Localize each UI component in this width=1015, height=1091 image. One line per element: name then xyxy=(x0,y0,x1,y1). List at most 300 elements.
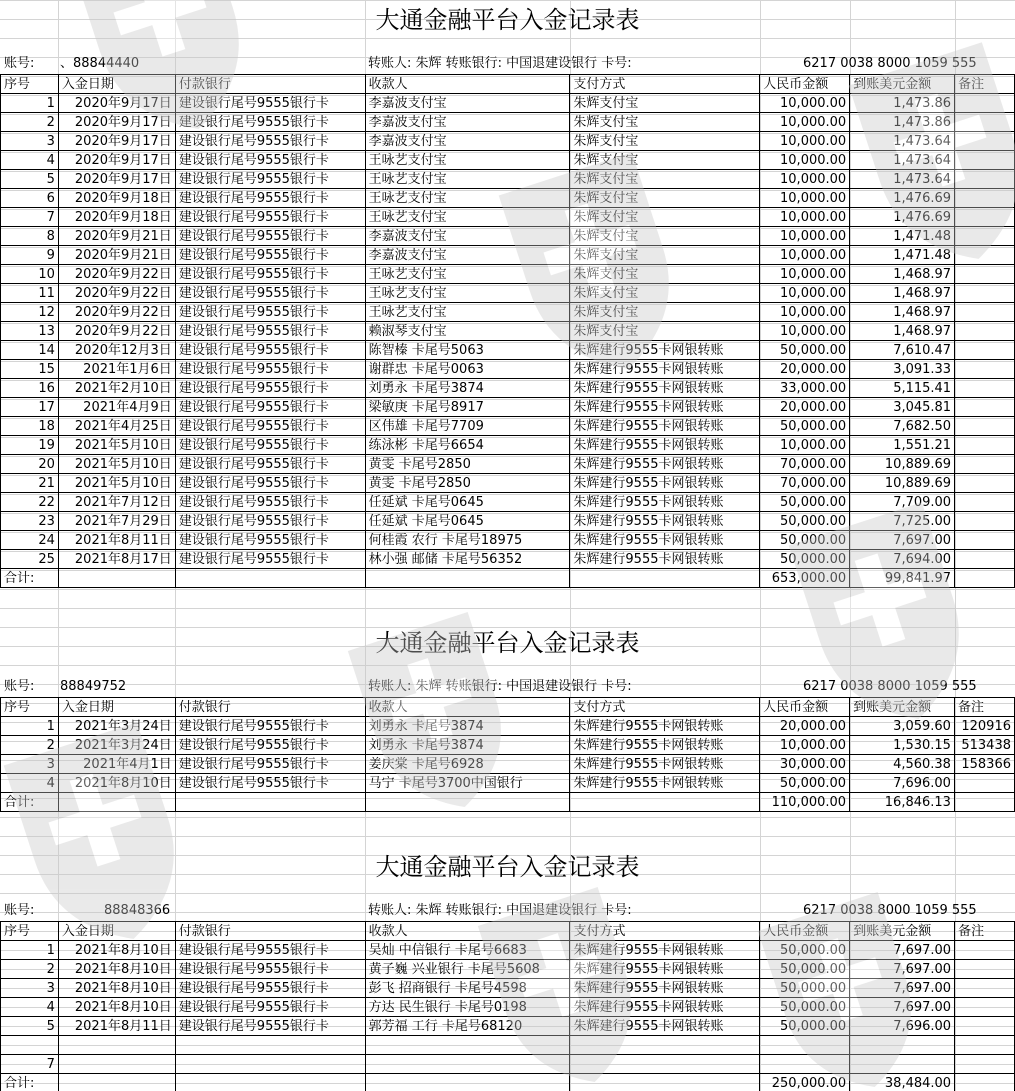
cell-payer-bank: 建设银行尾号9555银行卡 xyxy=(175,246,365,265)
cell-payer-bank: 建设银行尾号9555银行卡 xyxy=(175,998,365,1017)
cell-index: 2 xyxy=(1,113,59,132)
cell-date: 2021年7月29日 xyxy=(58,512,175,531)
total-empty xyxy=(365,569,570,588)
cell-date: 2021年8月10日 xyxy=(58,998,175,1017)
total-rmb-amount: 110,000.00 xyxy=(760,793,850,812)
cell-index: 9 xyxy=(1,246,59,265)
cell-usd-amount: 7,697.00 xyxy=(850,998,955,1017)
cell-payer-bank: 建设银行尾号9555银行卡 xyxy=(175,379,365,398)
cell-payer-bank: 建设银行尾号9555银行卡 xyxy=(175,455,365,474)
cell-payer-bank: 建设银行尾号9555银行卡 xyxy=(175,417,365,436)
cell-rmb-amount: 33,000.00 xyxy=(760,379,850,398)
cell-payee: 郭芳福 工行 卡尾号68120 xyxy=(365,1017,570,1036)
section-title: 大通金融平台入金记录表 xyxy=(375,6,640,34)
cell-date: 2021年3月24日 xyxy=(58,717,175,736)
cell-payment-method: 朱辉建行9555卡网银转账 xyxy=(570,1017,760,1036)
cell-rmb-amount: 10,000.00 xyxy=(760,436,850,455)
cell-index: 3 xyxy=(1,755,59,774)
cell-rmb-amount: 20,000.00 xyxy=(760,398,850,417)
cell-rmb-amount: 50,000.00 xyxy=(760,341,850,360)
cell-remark xyxy=(955,531,1015,550)
cell-payee: 李嘉波支付宝 xyxy=(365,227,570,246)
cell-date: 2021年8月10日 xyxy=(58,774,175,793)
cell-remark xyxy=(955,265,1015,284)
cell-payee: 刘勇永 卡尾号3874 xyxy=(365,736,570,755)
cell-index: 14 xyxy=(1,341,59,360)
account-label: 账号: xyxy=(4,903,35,918)
cell-rmb-amount: 10,000.00 xyxy=(760,303,850,322)
section-title: 大通金融平台入金记录表 xyxy=(375,629,640,657)
cell-payer-bank: 建设银行尾号9555银行卡 xyxy=(175,94,365,113)
cell-index xyxy=(1,1036,59,1055)
cell-index: 19 xyxy=(1,436,59,455)
cell-date: 2021年4月25日 xyxy=(58,417,175,436)
cell-remark xyxy=(955,151,1015,170)
cell-remark: 158366 xyxy=(954,755,1014,774)
table-row xyxy=(1,1036,1015,1055)
cell-index: 25 xyxy=(1,550,59,569)
cell-payer-bank: 建设银行尾号9555银行卡 xyxy=(175,717,365,736)
table-row xyxy=(1,113,1015,132)
cell-payment-method: 朱辉支付宝 xyxy=(570,227,760,246)
table-row xyxy=(1,227,1015,246)
cell-rmb-amount: 30,000.00 xyxy=(760,755,850,774)
cell-index: 7 xyxy=(1,1055,59,1074)
total-empty xyxy=(954,793,1014,812)
deposit-table xyxy=(0,921,1015,1091)
cell-date xyxy=(58,1036,175,1055)
cell-remark xyxy=(955,379,1015,398)
account-info-row xyxy=(0,887,1015,921)
cell-usd-amount: 3,045.81 xyxy=(850,398,955,417)
cell-payee: 黄雯 卡尾号2850 xyxy=(365,455,570,474)
cell-rmb-amount: 10,000.00 xyxy=(760,227,850,246)
cell-index: 3 xyxy=(1,979,59,998)
cell-payment-method: 朱辉建行9555卡网银转账 xyxy=(570,398,760,417)
cell-payee: 李嘉波支付宝 xyxy=(365,113,570,132)
cell-remark xyxy=(955,398,1015,417)
cell-payer-bank: 建设银行尾号9555银行卡 xyxy=(175,531,365,550)
cell-rmb-amount: 10,000.00 xyxy=(760,246,850,265)
cell-usd-amount: 1,471.48 xyxy=(850,246,955,265)
cell-rmb-amount: 20,000.00 xyxy=(760,717,850,736)
cell-payee: 姜庆棠 卡尾号6928 xyxy=(365,755,570,774)
cell-remark xyxy=(955,512,1015,531)
header-payer-bank: 付款银行 xyxy=(175,922,365,941)
cell-index: 16 xyxy=(1,379,59,398)
table-row xyxy=(1,322,1015,341)
cell-payee: 赖淑琴支付宝 xyxy=(365,322,570,341)
table-row xyxy=(1,246,1015,265)
cell-index: 13 xyxy=(1,322,59,341)
table-row xyxy=(1,455,1015,474)
cell-payer-bank: 建设银行尾号9555银行卡 xyxy=(175,474,365,493)
cell-rmb-amount: 10,000.00 xyxy=(760,151,850,170)
table-row xyxy=(1,774,1015,793)
cell-payer-bank: 建设银行尾号9555银行卡 xyxy=(175,436,365,455)
cell-payment-method: 朱辉支付宝 xyxy=(570,94,760,113)
cell-rmb-amount: 10,000.00 xyxy=(760,736,850,755)
cell-index: 20 xyxy=(1,455,59,474)
header-index: 序号 xyxy=(1,698,59,717)
cell-payer-bank: 建设银行尾号9555银行卡 xyxy=(175,303,365,322)
cell-date: 2021年8月10日 xyxy=(58,960,175,979)
cell-payment-method: 朱辉支付宝 xyxy=(570,208,760,227)
transferor-info: 转账人: 朱辉 转账银行: 中国退建设银行 卡号: xyxy=(368,56,632,71)
cell-payer-bank: 建设银行尾号9555银行卡 xyxy=(175,341,365,360)
header-index: 序号 xyxy=(1,75,59,94)
cell-payer-bank: 建设银行尾号9555银行卡 xyxy=(175,941,365,960)
total-empty xyxy=(365,1074,570,1091)
table-row xyxy=(1,736,1015,755)
cell-usd-amount: 1,468.97 xyxy=(850,322,955,341)
cell-usd-amount: 1,473.64 xyxy=(850,151,955,170)
cell-payer-bank: 建设银行尾号9555银行卡 xyxy=(175,322,365,341)
cell-index: 5 xyxy=(1,1017,59,1036)
total-empty xyxy=(365,793,570,812)
cell-remark xyxy=(955,941,1015,960)
cell-payee: 方达 民生银行 卡尾号0198 xyxy=(365,998,570,1017)
total-usd-amount: 99,841.97 xyxy=(850,569,955,588)
cell-payee: 谢群忠 卡尾号0063 xyxy=(365,360,570,379)
cell-remark xyxy=(955,550,1015,569)
cell-payment-method: 朱辉建行9555卡网银转账 xyxy=(570,531,760,550)
deposit-table xyxy=(0,74,1015,588)
cell-payee: 王咏艺支付宝 xyxy=(365,151,570,170)
cell-rmb-amount: 70,000.00 xyxy=(760,474,850,493)
total-empty xyxy=(955,569,1015,588)
cell-usd-amount: 7,697.00 xyxy=(850,531,955,550)
cell-usd-amount: 1,473.86 xyxy=(850,94,955,113)
cell-payment-method: 朱辉建行9555卡网银转账 xyxy=(570,341,760,360)
cell-index: 18 xyxy=(1,417,59,436)
cell-rmb-amount: 50,000.00 xyxy=(760,1017,850,1036)
section-title: 大通金融平台入金记录表 xyxy=(375,853,640,881)
cell-payer-bank: 建设银行尾号9555银行卡 xyxy=(175,493,365,512)
cell-date: 2021年8月17日 xyxy=(58,550,175,569)
cell-usd-amount: 7,696.00 xyxy=(850,774,955,793)
cell-index: 2 xyxy=(1,960,59,979)
cell-index: 2 xyxy=(1,736,59,755)
cell-remark xyxy=(955,322,1015,341)
cell-payment-method: 朱辉建行9555卡网银转账 xyxy=(570,379,760,398)
cell-rmb-amount: 50,000.00 xyxy=(760,998,850,1017)
cell-usd-amount: 7,697.00 xyxy=(850,941,955,960)
cell-date: 2020年9月21日 xyxy=(58,246,175,265)
cell-index: 4 xyxy=(1,998,59,1017)
table-row xyxy=(1,474,1015,493)
cell-payment-method: 朱辉支付宝 xyxy=(570,189,760,208)
cell-payer-bank: 建设银行尾号9555银行卡 xyxy=(175,132,365,151)
cell-usd-amount: 1,476.69 xyxy=(850,189,955,208)
cell-date xyxy=(58,1055,175,1074)
cell-rmb-amount: 10,000.00 xyxy=(760,94,850,113)
header-date: 入金日期 xyxy=(58,698,175,717)
table-row xyxy=(1,960,1015,979)
cell-usd-amount xyxy=(850,1055,955,1074)
header-remark: 备注 xyxy=(954,698,1014,717)
account-number: 、88844440 xyxy=(60,56,140,71)
cell-date: 2021年8月11日 xyxy=(58,1017,175,1036)
cell-remark xyxy=(955,360,1015,379)
total-row xyxy=(1,569,1015,588)
table-row xyxy=(1,1055,1015,1074)
cell-index: 10 xyxy=(1,265,59,284)
header-payee: 收款人 xyxy=(365,75,570,94)
cell-payee xyxy=(365,1036,570,1055)
cell-usd-amount: 3,059.60 xyxy=(850,717,955,736)
cell-payee: 刘勇永 卡尾号3874 xyxy=(365,717,570,736)
cell-usd-amount: 1,471.48 xyxy=(850,227,955,246)
cell-rmb-amount: 50,000.00 xyxy=(760,774,850,793)
cell-date: 2020年9月18日 xyxy=(58,208,175,227)
cell-payee: 王咏艺支付宝 xyxy=(365,303,570,322)
cell-rmb-amount: 50,000.00 xyxy=(760,941,850,960)
cell-remark xyxy=(955,998,1015,1017)
total-usd-amount: 38,484.00 xyxy=(850,1074,955,1091)
cell-date: 2020年9月17日 xyxy=(58,94,175,113)
cell-payee: 陈智榛 卡尾号5063 xyxy=(365,341,570,360)
cell-payment-method: 朱辉建行9555卡网银转账 xyxy=(570,360,760,379)
cell-payment-method: 朱辉建行9555卡网银转账 xyxy=(570,436,760,455)
cell-payment-method: 朱辉建行9555卡网银转账 xyxy=(570,493,760,512)
cell-payer-bank: 建设银行尾号9555银行卡 xyxy=(175,398,365,417)
account-info-row xyxy=(0,663,1015,697)
total-row xyxy=(1,793,1015,812)
cell-index: 4 xyxy=(1,774,59,793)
table-row xyxy=(1,284,1015,303)
cell-payer-bank: 建设银行尾号9555银行卡 xyxy=(175,550,365,569)
total-empty xyxy=(58,569,175,588)
cell-index: 11 xyxy=(1,284,59,303)
cell-usd-amount: 7,709.00 xyxy=(850,493,955,512)
table-row xyxy=(1,170,1015,189)
cell-remark xyxy=(955,341,1015,360)
cell-payer-bank: 建设银行尾号9555银行卡 xyxy=(175,151,365,170)
cell-remark xyxy=(955,493,1015,512)
header-payee: 收款人 xyxy=(365,698,570,717)
cell-usd-amount: 1,476.69 xyxy=(850,208,955,227)
cell-date: 2021年8月10日 xyxy=(58,979,175,998)
table-row xyxy=(1,531,1015,550)
cell-rmb-amount: 50,000.00 xyxy=(760,979,850,998)
table-row xyxy=(1,417,1015,436)
cell-remark xyxy=(955,189,1015,208)
cell-date: 2020年9月17日 xyxy=(58,113,175,132)
deposit-table xyxy=(0,697,1015,812)
cell-payee: 吴灿 中信银行 卡尾号6683 xyxy=(365,941,570,960)
cell-remark xyxy=(954,774,1014,793)
cell-rmb-amount: 70,000.00 xyxy=(760,455,850,474)
cell-payee: 王咏艺支付宝 xyxy=(365,170,570,189)
cell-payment-method: 朱辉支付宝 xyxy=(570,113,760,132)
cell-index: 24 xyxy=(1,531,59,550)
cell-payment-method: 朱辉支付宝 xyxy=(570,284,760,303)
header-remark: 备注 xyxy=(955,75,1015,94)
cell-date: 2021年8月11日 xyxy=(58,531,175,550)
cell-rmb-amount: 50,000.00 xyxy=(760,512,850,531)
header-row xyxy=(1,922,1015,941)
total-empty xyxy=(175,1074,365,1091)
table-row xyxy=(1,94,1015,113)
cell-payment-method xyxy=(570,1055,760,1074)
cell-remark xyxy=(955,284,1015,303)
table-row xyxy=(1,208,1015,227)
cell-remark xyxy=(955,979,1015,998)
cell-index: 22 xyxy=(1,493,59,512)
cell-payee: 黄雯 卡尾号2850 xyxy=(365,474,570,493)
cell-payee: 王咏艺支付宝 xyxy=(365,284,570,303)
total-empty xyxy=(175,793,365,812)
cell-usd-amount: 10,889.69 xyxy=(850,455,955,474)
cell-date: 2020年9月18日 xyxy=(58,189,175,208)
header-usd-amount: 到账美元金额 xyxy=(850,75,955,94)
cell-usd-amount: 7,694.00 xyxy=(850,550,955,569)
total-empty xyxy=(570,793,760,812)
total-rmb-amount: 250,000.00 xyxy=(760,1074,850,1091)
account-info-row xyxy=(0,40,1015,74)
cell-remark xyxy=(955,1036,1015,1055)
cell-usd-amount: 10,889.69 xyxy=(850,474,955,493)
total-empty xyxy=(570,569,760,588)
cell-payee xyxy=(365,1055,570,1074)
cell-rmb-amount: 50,000.00 xyxy=(760,531,850,550)
cell-usd-amount: 1,473.64 xyxy=(850,170,955,189)
table-row xyxy=(1,717,1015,736)
cell-remark: 120916 xyxy=(954,717,1014,736)
header-remark: 备注 xyxy=(955,922,1015,941)
cell-payee: 任延斌 卡尾号0645 xyxy=(365,512,570,531)
table-row xyxy=(1,998,1015,1017)
cell-index: 5 xyxy=(1,170,59,189)
cell-remark xyxy=(955,246,1015,265)
cell-payer-bank: 建设银行尾号9555银行卡 xyxy=(175,284,365,303)
cell-payment-method: 朱辉建行9555卡网银转账 xyxy=(570,717,760,736)
cell-payment-method: 朱辉建行9555卡网银转账 xyxy=(570,998,760,1017)
header-payer-bank: 付款银行 xyxy=(175,698,365,717)
header-row xyxy=(1,75,1015,94)
cell-date: 2021年8月10日 xyxy=(58,941,175,960)
cell-index: 1 xyxy=(1,94,59,113)
cell-index: 3 xyxy=(1,132,59,151)
card-number: 6217 0038 8000 1059 555 xyxy=(803,903,977,918)
cell-payment-method xyxy=(570,1036,760,1055)
header-usd-amount: 到账美元金额 xyxy=(850,922,955,941)
cell-remark xyxy=(955,436,1015,455)
cell-rmb-amount: 50,000.00 xyxy=(760,493,850,512)
cell-payment-method: 朱辉支付宝 xyxy=(570,170,760,189)
cell-rmb-amount: 10,000.00 xyxy=(760,284,850,303)
account-number: 88848366 xyxy=(104,903,171,918)
cell-date: 2021年2月10日 xyxy=(58,379,175,398)
cell-date: 2020年9月22日 xyxy=(58,303,175,322)
total-label: 合计: xyxy=(1,793,59,812)
cell-remark xyxy=(955,455,1015,474)
cell-index: 8 xyxy=(1,227,59,246)
cell-rmb-amount xyxy=(760,1055,850,1074)
cell-payer-bank: 建设银行尾号9555银行卡 xyxy=(175,774,365,793)
total-usd-amount: 16,846.13 xyxy=(850,793,955,812)
cell-payer-bank: 建设银行尾号9555银行卡 xyxy=(175,979,365,998)
cell-remark xyxy=(955,132,1015,151)
cell-date: 2021年5月10日 xyxy=(58,474,175,493)
cell-rmb-amount: 10,000.00 xyxy=(760,189,850,208)
cell-date: 2020年12月3日 xyxy=(58,341,175,360)
table-row xyxy=(1,1017,1015,1036)
cell-index: 17 xyxy=(1,398,59,417)
header-payer-bank: 付款银行 xyxy=(175,75,365,94)
cell-usd-amount: 1,468.97 xyxy=(850,284,955,303)
cell-payee: 任延斌 卡尾号0645 xyxy=(365,493,570,512)
cell-payee: 练泳彬 卡尾号6654 xyxy=(365,436,570,455)
header-usd-amount: 到账美元金额 xyxy=(850,698,955,717)
cell-rmb-amount: 50,000.00 xyxy=(760,550,850,569)
table-row xyxy=(1,303,1015,322)
cell-remark xyxy=(955,1017,1015,1036)
table-row xyxy=(1,512,1015,531)
cell-payment-method: 朱辉支付宝 xyxy=(570,322,760,341)
cell-payer-bank: 建设银行尾号9555银行卡 xyxy=(175,208,365,227)
cell-index: 12 xyxy=(1,303,59,322)
cell-usd-amount: 1,468.97 xyxy=(850,265,955,284)
cell-payee: 王咏艺支付宝 xyxy=(365,208,570,227)
cell-usd-amount: 5,115.41 xyxy=(850,379,955,398)
cell-payee: 马宁 卡尾号3700中国银行 xyxy=(365,774,570,793)
cell-date: 2021年4月9日 xyxy=(58,398,175,417)
cell-index: 15 xyxy=(1,360,59,379)
cell-payee: 李嘉波支付宝 xyxy=(365,246,570,265)
cell-remark: 513438 xyxy=(954,736,1014,755)
cell-usd-amount: 7,696.00 xyxy=(850,1017,955,1036)
table-row xyxy=(1,151,1015,170)
cell-payer-bank: 建设银行尾号9555银行卡 xyxy=(175,755,365,774)
table-row xyxy=(1,436,1015,455)
cell-payee: 何桂霞 农行 卡尾号18975 xyxy=(365,531,570,550)
cell-rmb-amount xyxy=(760,1036,850,1055)
cell-payment-method: 朱辉建行9555卡网银转账 xyxy=(570,417,760,436)
cell-rmb-amount: 10,000.00 xyxy=(760,265,850,284)
cell-usd-amount: 1,473.86 xyxy=(850,113,955,132)
cell-remark xyxy=(955,227,1015,246)
cell-rmb-amount: 10,000.00 xyxy=(760,132,850,151)
table-row xyxy=(1,265,1015,284)
table-row xyxy=(1,341,1015,360)
header-index: 序号 xyxy=(1,922,59,941)
cell-date: 2020年9月17日 xyxy=(58,151,175,170)
cell-index: 1 xyxy=(1,717,59,736)
cell-remark xyxy=(955,474,1015,493)
header-payee: 收款人 xyxy=(365,922,570,941)
cell-payment-method: 朱辉支付宝 xyxy=(570,303,760,322)
cell-remark xyxy=(955,960,1015,979)
cell-rmb-amount: 20,000.00 xyxy=(760,360,850,379)
cell-remark xyxy=(955,417,1015,436)
cell-payer-bank: 建设银行尾号9555银行卡 xyxy=(175,265,365,284)
cell-usd-amount: 7,725.00 xyxy=(850,512,955,531)
cell-usd-amount: 4,560.38 xyxy=(850,755,955,774)
table-row xyxy=(1,189,1015,208)
table-row xyxy=(1,398,1015,417)
cell-payee: 李嘉波支付宝 xyxy=(365,94,570,113)
cell-rmb-amount: 10,000.00 xyxy=(760,208,850,227)
cell-payee: 林小强 邮储 卡尾号56352 xyxy=(365,550,570,569)
cell-payment-method: 朱辉建行9555卡网银转账 xyxy=(570,455,760,474)
cell-payer-bank: 建设银行尾号9555银行卡 xyxy=(175,512,365,531)
total-empty xyxy=(58,1074,175,1091)
cell-payee: 彭飞 招商银行 卡尾号4598 xyxy=(365,979,570,998)
cell-usd-amount xyxy=(850,1036,955,1055)
cell-date: 2020年9月22日 xyxy=(58,284,175,303)
